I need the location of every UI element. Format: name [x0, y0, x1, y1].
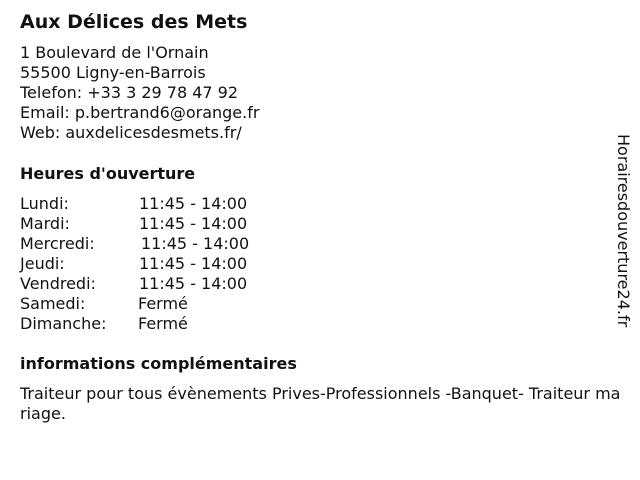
opening-hours-table [20, 194, 300, 334]
info-description: Traiteur pour tous évènements Prives-Professionnels -Banquet- Traiteur mariage. [20, 384, 621, 423]
day-label: Samedi: [20, 294, 86, 313]
time-value: Fermé [138, 294, 188, 313]
city-postcode: 55500 Ligny-en-Barrois [20, 63, 206, 82]
day-label: Mercredi: [20, 234, 95, 253]
day-label: Vendredi: [20, 274, 96, 293]
hours-heading: Heures d'ouverture [20, 164, 196, 183]
hours-row-tuesday [20, 214, 300, 234]
site-watermark: Horairesdouverture24.fr [614, 134, 633, 328]
hours-row-monday [20, 194, 300, 214]
contact-block [20, 43, 259, 143]
hours-row-friday [20, 274, 300, 294]
hours-row-saturday [20, 294, 300, 314]
day-label: Jeudi: [20, 254, 65, 273]
time-value: 11:45 - 14:00 [139, 194, 248, 213]
website: Web: auxdelicesdesmets.fr/ [20, 123, 242, 142]
street-address: 1 Boulevard de l'Ornain [20, 43, 209, 62]
hours-row-sunday [20, 314, 300, 334]
business-name: Aux Délices des Mets [20, 11, 248, 33]
time-value: 11:45 - 14:00 [139, 254, 248, 273]
phone-number: Telefon: +33 3 29 78 47 92 [20, 83, 239, 102]
time-value: 11:45 - 14:00 [139, 214, 248, 233]
day-label: Lundi: [20, 194, 69, 213]
time-value: 11:45 - 14:00 [139, 274, 248, 293]
info-heading: informations complémentaires [20, 354, 297, 373]
hours-row-thursday [20, 254, 300, 274]
time-value: Fermé [138, 314, 188, 333]
email-address: Email: p.bertrand6@orange.fr [20, 103, 260, 122]
day-label: Dimanche: [20, 314, 107, 333]
day-label: Mardi: [20, 214, 70, 233]
hours-row-wednesday [20, 234, 300, 254]
time-value: 11:45 - 14:00 [141, 234, 250, 253]
